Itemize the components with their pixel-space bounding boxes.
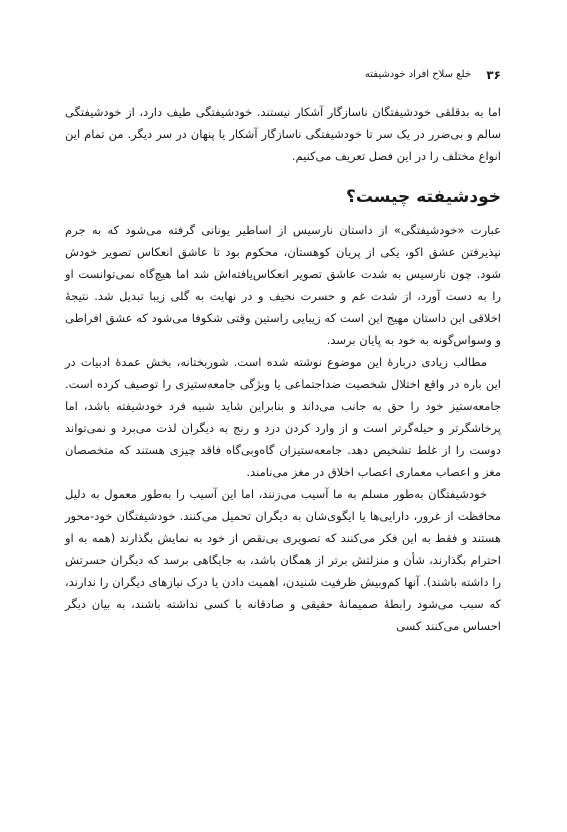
page-number: ۳۶ <box>486 68 501 82</box>
page-content <box>65 101 501 637</box>
body-paragraph: مطالب زیادی دربارهٔ این موضوع نوشته شده است. شوربختانه، بخش عمدهٔ ادبیات در این باره در واقع اختلال شخصیت ضداجتماعی یا ویژگی جامعه‌ستیزی را توصیف کرده است. جامعه‌ستیز خود را حق به جانب می‌داند و بنابراین شاید شبیه فرد خودشیفته باشد، اما پرخاشگرتر و حیله‌گرتر است و از وارد کردن درد و رنج به دیگران لذت می‌برد و نمی‌تواند دوست را از غلط تشخیص دهد. جامعه‌ستیزان گاه‌وبی‌گاه فاقد چیزی هستند که متخصصان مغز و اعصاب معماری اعصاب اخلاق در مغز می‌نامند. <box>65 355 501 479</box>
body-paragraph: عبارت «خودشیفتگی» از داستان نارسیس از اساطیر یونانی گرفته می‌شود که به جرم نپذیرفتن عشق اکو، یکی از پریان کوهستان، محکوم بود تا عاشق انعکاس تصویر خودش شود. چون نارسیس به شدت عاشق تصویر انعکاس‌یافته‌اش شد اما هیچ‌گاه نمی‌توانست او را به دست آورد، از شدت غم و حسرت نحیف و در نهایت به گلی زیبا تبدیل شد. نتیجهٔ اخلاقی این داستان مهیج این است که زیبایی راستین وقتی شکوفا می‌شود که عشق افراطی و وسواس‌گونه به خود به پایان برسد. <box>65 223 501 347</box>
body-paragraph: خودشیفتگان به‌طور مسلم به ما آسیب می‌زنند، اما این آسیب را به‌طور معمول به دلیل محافظت از غرور، دارایی‌ها یا ایگوی‌شان به دیگران تحمیل می‌کنند. خودشیفتگان خود-محور هستند و فقط به این فکر می‌کنند که تصویری بی‌نقص از خود به نمایش بگذارند (همه به او احترام بگذارند، شأن و منزلتش برتر از همگان باشد، به جایگاهی برسد که دیگران حسرتش را داشته باشند). آنها کم‌وبیش ظرفیت شنیدن، اهمیت دادن یا درک نیازهای دیگران را ندارند، که سبب می‌شود رابطهٔ صمیمانهٔ حقیقی و صادقانه با کسی نداشته باشند، به بیان دیگر احساس می‌کنند کسی <box>65 487 501 633</box>
running-title: خلع سلاح افراد خودشیفته <box>364 69 471 80</box>
running-header <box>0 68 567 84</box>
section-heading: خودشیفته چیست؟ <box>345 187 501 207</box>
intro-paragraph: اما به بدقلقی خودشیفتگان ناسازگار آشکار نیستند. خودشیفتگی طیف دارد، از خودشیفتگی سالم و بی‌ضرر در یک سر تا خودشیفتگی ناسازگار آشکار یا پنهان در سر دیگر. من تمام این انواع مختلف را در این فصل تعریف می‌کنیم. <box>65 105 501 163</box>
